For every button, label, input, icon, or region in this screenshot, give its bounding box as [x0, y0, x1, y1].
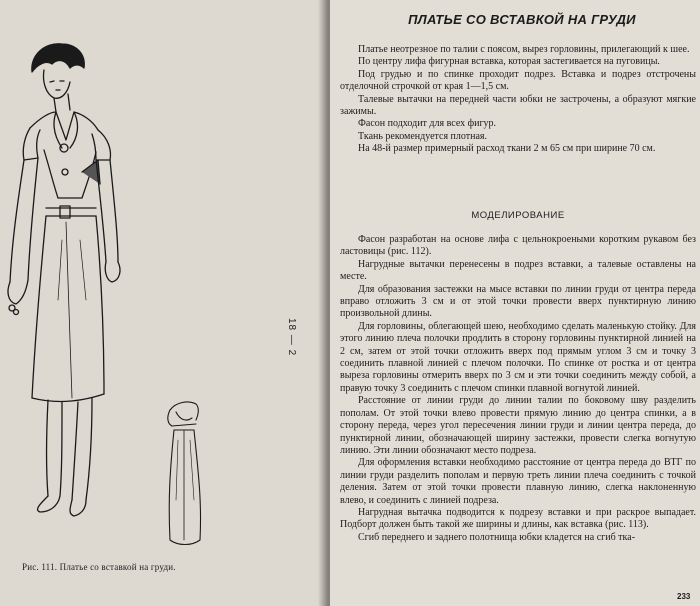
- paragraph: По центру лифа фигурная вставка, которая застегивается на пуговицы.: [358, 56, 660, 68]
- paragraph: Для образования застежки на мысе вставки по линии груди от центра переда вправо отложить 3 см и от этой точки провести вверх пунктирную линию произвольной длины.: [340, 283, 696, 320]
- signature-mark: 18 — 2: [286, 318, 297, 357]
- paragraph: Под грудью и по спинке проходит подрез. Вставка и подрез отстрочены отделочной строчкой от края 1—1,5 см.: [340, 68, 696, 93]
- modeling-text: [340, 234, 696, 544]
- paragraph: Для горловины, облегающей шею, необходимо сделать маленькую стойку. Для этого линию плеча полочки продлить в сторону горловины пунктирной линией на 2 см, затем от этой точки отложить вверх под прямым углом 3 см и точку 3 соединить плавной линией с плечом полочки. По спинке от ростка и от центра выреза горловины отмерить вверх по 3 см и эти точки соединить между собой, а правую точку 3 соединить с плечом спинки плавной вогнутой линией.: [340, 320, 696, 394]
- paragraph: Фасон разработан на основе лифа с цельнокроеными коротким рукавом без ластовицы (рис. 112).: [340, 234, 696, 258]
- paragraph: Для оформления вставки необходимо расстояние от центра переда до ВТГ по линии груди разделить пополам и первую треть линии плеча соединить с точкой деления. Затем от этой точки провести плавную линию, слегка наклоненную влево, и соединить с линией подреза.: [340, 457, 696, 506]
- section-heading: МОДЕЛИРОВАНИЕ: [471, 210, 565, 221]
- intro-text: [340, 44, 696, 156]
- figure-caption: Рис. 111. Платье со вставкой на груди.: [22, 562, 176, 572]
- paragraph: Талевые вытачки на передней части юбки не застрочены, а образуют мягкие зажимы.: [340, 93, 696, 118]
- left-page: [0, 0, 330, 606]
- paragraph: Расстояние от линии груди до линии талии по боковому шву разделить пополам. От этой точки влево провести прямую линию до центра спинки, а в сторону переда, через угол пересечения линии груди и линии центра переда, до пунктирной линии, обозначающей ширину застежки, провести слегка вогнутую линию. Эти линии обозначают место подреза.: [340, 395, 696, 456]
- dress-illustration: [0, 0, 330, 606]
- paragraph: Сгиб переднего и заднего полотнища юбки кладется на сгиб тка-: [358, 531, 636, 543]
- paragraph: Платье неотрезное по талии с поясом, вырез горловины, прилегающий к шее.: [358, 44, 690, 55]
- paragraph: Нагрудная вытачка подводится к подрезу вставки и при раскрое выпадает. Подборт должен быть такой же ширины и длины, как вставка (рис. 113).: [340, 506, 696, 531]
- paragraph: Фасон подходит для всех фигур.: [358, 118, 497, 130]
- page-number: 233: [677, 592, 691, 601]
- paragraph: Нагрудные вытачки перенесены в подрез вставки, а талевые оставлены на месте.: [340, 258, 696, 283]
- paragraph: Ткань рекомендуется плотная.: [358, 130, 488, 142]
- paragraph: На 48-й размер примерный расход ткани 2 м 65 см при ширине 70 см.: [358, 143, 656, 155]
- page-title: ПЛАТЬЕ СО ВСТАВКОЙ НА ГРУДИ: [408, 12, 636, 27]
